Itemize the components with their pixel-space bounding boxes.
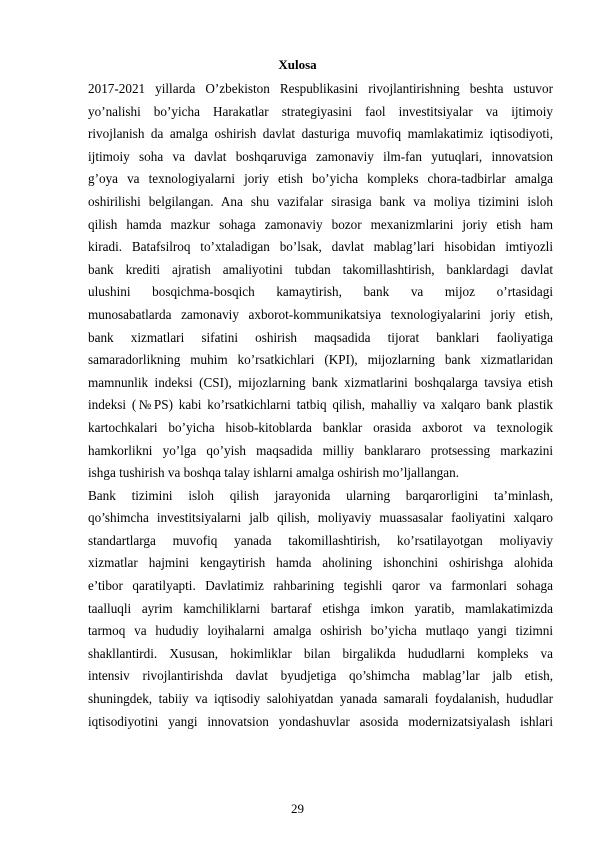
text-line: taalluqli ayrim kamchiliklarni bartaraf etishga imkon yaratib, mamlakatimizda (88, 600, 553, 616)
text-line: yo’nalishi bo’yicha Harakatlar strategiyasini faol investitsiyalar va ijtimoiy (88, 103, 553, 119)
text-line: indeksi (№PS) kabi ko’rsatkichlarni tatbiq qilish, mahalliy va xalqaro bank plastik (88, 397, 553, 413)
text-line: g’oya va texnologiyalarni joriy etish bo’yicha kompleks chora-tadbirlar amalga (88, 171, 553, 187)
text-line: hamkorlikni yo’lga qo’yish maqsadida milliy banklararo protsessing markazini (88, 442, 553, 458)
text-line: kiradi. Batafsilroq to’xtaladigan bo’lsak, davlat mablag’lari hisobidan imtiyozli (88, 239, 553, 255)
text-line: ulushini bosqichma-bosqich kamaytirish, bank va mijoz o’rtasidagi (88, 284, 553, 300)
text-line: bank xizmatlari sifatini oshirish maqsadida tijorat banklari faoliyatiga (88, 329, 553, 345)
text-line: ishga tushirish va boshqa talay ishlarni amalga oshirish mo’ljallangan. (88, 465, 460, 481)
text-line: rivojlanish da amalga oshirish davlat dasturiga muvofiq mamlakatimiz iqtisodiyoti, (88, 126, 553, 142)
body-text (88, 78, 553, 733)
text-line: mamnunlik indeksi (CSI), mijozlarning bank xizmatlarini boshqalarga tavsiya etish (88, 374, 553, 390)
text-line: samaradorlikning muhim ko’rsatkichlari (KPI), mijozlarning bank xizmatlaridan (88, 352, 553, 368)
text-line: bank krediti ajratish amaliyotini tubdan takomillashtirish, banklardagi davlat (88, 261, 553, 277)
text-line: munosabatlarda zamonaviy axborot-kommunikatsiya texnologiyalarini joriy etish, (88, 306, 553, 322)
text-line: shakllantirdi. Xususan, hokimliklar bilan birgalikda hududlarni kompleks va (88, 645, 553, 661)
text-line: standartlarga muvofiq yanada takomillashtirish, ko’rsatilayotgan moliyaviy (88, 532, 553, 548)
text-line: qo’shimcha investitsiyalarni jalb qilish, moliyaviy muassasalar faoliyatini xalqaro (88, 510, 553, 526)
text-line: tarmoq va hududiy loyihalarni amalga oshirish bo’yicha mutlaqo yangi tizimni (88, 623, 553, 639)
page-number: 29 (291, 801, 304, 816)
section-title: Xulosa (278, 57, 317, 72)
text-line: xizmatlar hajmini kengaytirish hamda aholining ishonchini oshirishga alohida (88, 555, 553, 571)
text-line: kartochkalari bo’yicha hisob-kitoblarda banklar orasida axborot va texnologik (88, 419, 553, 435)
text-line: ijtimoiy soha va davlat boshqaruviga zamonaviy ilm-fan yutuqlari, innovatsion (88, 148, 553, 164)
paragraph-2 (88, 485, 553, 734)
text-line: Bank tizimini isloh qilish jarayonida ularning barqarorligini ta’minlash, (88, 487, 553, 503)
text-line: e’tibor qaratilyapti. Davlatimiz rahbarining tegishli qaror va farmonlari sohaga (88, 578, 553, 594)
text-line: 2017-2021 yillarda O’zbekiston Respublikasini rivojlantirishning beshta ustuvor (88, 81, 553, 96)
text-line: intensiv rivojlantirishda davlat byudjetiga qo’shimcha mablag’lar jalb etish, (88, 668, 553, 684)
text-line: shuningdek, tabiiy va iqtisodiy salohiyatdan yanada samarali foydalanish, hududlar (88, 691, 553, 707)
text-line: qilish hamda mazkur sohaga zamonaviy bozor mexanizmlarini joriy etish ham (88, 216, 553, 232)
paragraph-1 (88, 78, 553, 485)
text-line: iqtisodiyotini yangi innovatsion yondashuvlar asosida modernizatsiyalash ishlari (88, 713, 553, 729)
text-line: oshirilishi belgilangan. Ana shu vazifalar sirasiga bank va moliya tizimini isloh (88, 193, 553, 209)
